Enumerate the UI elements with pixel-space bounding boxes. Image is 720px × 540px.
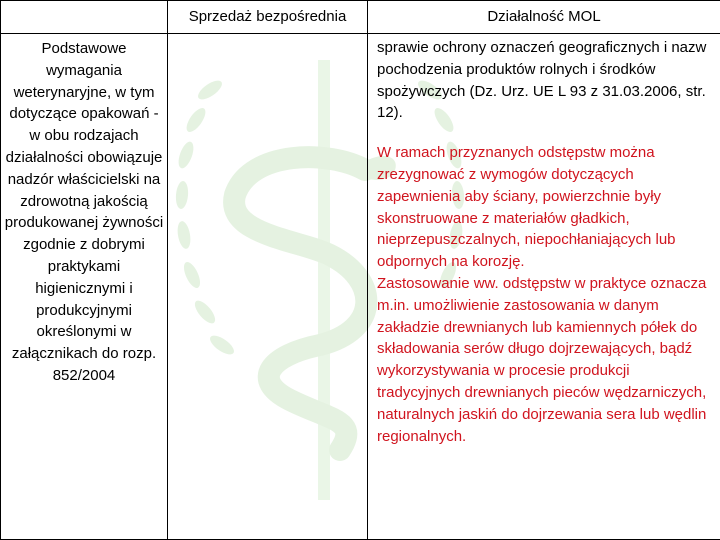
header-row <box>1 1 720 34</box>
content-row <box>1 34 720 540</box>
header-mol-label: Działalność MOL <box>487 8 601 25</box>
requirements-text: Podstawowe wymagania weterynaryjne, w tym dotyczące opakowań - w obu rodzajach działalności obowiązuje nadzór właścicielski na zdrowotną jakością produkowanej żywności zgodnie z dobrymi praktykami higienicznymi i produkcyjnymi określonymi w załącznikach do rozp. 852/2004 <box>4 40 164 384</box>
direct-sales-cell <box>168 34 368 540</box>
mol-cell <box>368 34 720 540</box>
requirements-cell <box>1 34 168 540</box>
header-cell-empty <box>1 1 168 34</box>
header-direct-sales-label: Sprzedaż bezpośrednia <box>188 8 347 25</box>
mol-paragraph-derogations: W ramach przyznanych odstępstw można zrezygnować z wymogów dotyczących zapewnienia aby ściany, powierzchnie były skonstruowane z materiałów gładkich, nieprzepuszczalnych, niepochłaniających lub odpornych na korozję. <box>377 144 676 271</box>
mol-paragraph-practice: Zastosowanie ww. odstępstw w praktyce oznacza m.in. umożliwienie zastosowania w danym zakładzie drewnianych lub kamiennych półek do składowania serów długo dojrzewających, bądź wykorzystywania w procesie produkcji tradycyjnych drewnianych pieców wędzarniczych, naturalnych jaskiń do dojrzewania sera lub wędlin regionalnych. <box>377 274 707 445</box>
header-cell-mol <box>368 1 720 34</box>
header-cell-direct-sales <box>168 1 368 34</box>
mol-paragraph-regulation: sprawie ochrony oznaczeń geograficznych i nazw pochodzenia produktów rolnych i środków spożywczych (Dz. Urz. UE L 93 z 31.03.2006, str. 12). <box>377 39 707 122</box>
